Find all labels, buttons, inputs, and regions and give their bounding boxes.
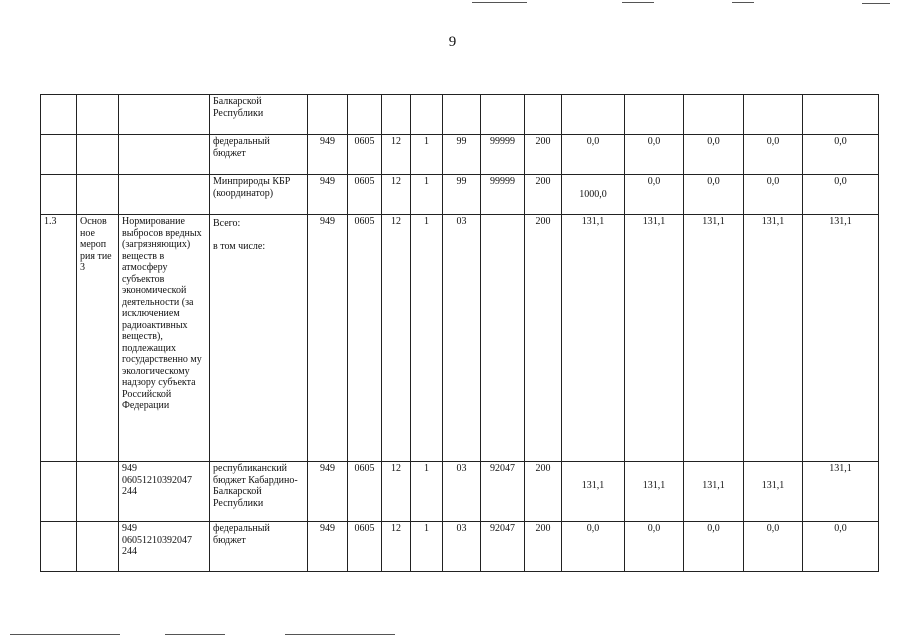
pgp-cell: 1	[411, 522, 443, 572]
event-name-cell: 949 06051210392047 244	[119, 462, 210, 522]
value-cell: 131,1	[803, 462, 879, 522]
expense-type-cell: 200	[525, 462, 562, 522]
scan-artifact-line	[285, 634, 395, 635]
om-cell: 99	[443, 175, 481, 215]
gp-cell: 12	[382, 175, 411, 215]
value-cell: 0,0	[744, 522, 803, 572]
grbs-cell: 949	[308, 522, 348, 572]
row-number-cell: 1.3	[41, 215, 77, 462]
gp-cell: 12	[382, 135, 411, 175]
including-label: в том числе:	[213, 240, 266, 252]
value-cell: 131,1	[684, 462, 744, 522]
rzpr-cell: 0605	[348, 135, 382, 175]
value-cell: 131,1	[684, 215, 744, 462]
pgp-cell: 1	[411, 135, 443, 175]
value-cell: 0,0	[684, 175, 744, 215]
expense-type-cell: 200	[525, 522, 562, 572]
grbs-cell: 949	[308, 215, 348, 462]
value-cell: 0,0	[625, 135, 684, 175]
funding-source-cell: Минприроды КБР (координатор)	[210, 175, 308, 215]
event-name-cell: 949 06051210392047 244	[119, 522, 210, 572]
table-row	[41, 135, 879, 175]
budget-table	[40, 94, 879, 572]
scan-artifact-line	[732, 2, 754, 3]
value-cell: 131,1	[562, 215, 625, 462]
scan-artifact-line	[10, 634, 120, 635]
total-label: Всего:	[213, 218, 241, 229]
om-cell	[443, 95, 481, 135]
pgp-cell: 1	[411, 462, 443, 522]
value-cell: 0,0	[744, 175, 803, 215]
expense-type-cell: 200	[525, 215, 562, 462]
value-cell: 0,0	[684, 522, 744, 572]
row-number-cell	[41, 522, 77, 572]
om-cell: 03	[443, 462, 481, 522]
table-row	[41, 175, 879, 215]
row-number-cell	[41, 135, 77, 175]
om-cell: 03	[443, 522, 481, 572]
value-cell	[625, 95, 684, 135]
event-type-cell	[77, 175, 119, 215]
value-cell: 0,0	[803, 522, 879, 572]
value-cell: 0,0	[562, 135, 625, 175]
scan-artifact-line	[165, 634, 225, 635]
value-cell	[562, 95, 625, 135]
event-name-cell	[119, 175, 210, 215]
row-number-cell	[41, 462, 77, 522]
event-name-cell	[119, 135, 210, 175]
value-cell: 0,0	[562, 522, 625, 572]
grbs-cell: 949	[308, 135, 348, 175]
table-row	[41, 215, 879, 462]
value-cell: 1000,0	[562, 175, 625, 215]
value-cell: 131,1	[562, 462, 625, 522]
event-type-cell	[77, 135, 119, 175]
event-type-cell: Основ ное мероп рия тие 3	[77, 215, 119, 462]
direction-cell: 92047	[481, 462, 525, 522]
value-cell: 0,0	[803, 135, 879, 175]
rzpr-cell	[348, 95, 382, 135]
scan-artifact-line	[622, 2, 654, 3]
expense-type-cell: 200	[525, 135, 562, 175]
grbs-cell	[308, 95, 348, 135]
value-cell: 131,1	[744, 462, 803, 522]
rzpr-cell: 0605	[348, 522, 382, 572]
value-cell: 0,0	[625, 175, 684, 215]
grbs-cell: 949	[308, 462, 348, 522]
pgp-cell	[411, 95, 443, 135]
rzpr-cell: 0605	[348, 462, 382, 522]
direction-cell: 99999	[481, 175, 525, 215]
funding-source-cell: республиканский бюджет Кабардино-Балкарской Республики	[210, 462, 308, 522]
gp-cell: 12	[382, 522, 411, 572]
funding-source-cell: федеральный бюджет	[210, 135, 308, 175]
direction-cell	[481, 215, 525, 462]
value-cell: 131,1	[625, 215, 684, 462]
pgp-cell: 1	[411, 215, 443, 462]
scan-artifact-line	[472, 2, 527, 3]
rzpr-cell: 0605	[348, 215, 382, 462]
event-name-cell: Нормирование выбросов вредных (загрязняющих) веществ в атмосферу субъектов экономической деятельности (за исключением радиоактивных веществ), подлежащих государственно му экологическому надзору субъекта Российской Федерации	[119, 215, 210, 462]
rzpr-cell: 0605	[348, 175, 382, 215]
funding-source-cell	[210, 215, 308, 462]
page-number: 9	[448, 34, 457, 50]
expense-type-cell: 200	[525, 175, 562, 215]
direction-cell: 92047	[481, 522, 525, 572]
gp-cell: 12	[382, 215, 411, 462]
row-number-cell	[41, 175, 77, 215]
table-row	[41, 462, 879, 522]
value-cell: 0,0	[625, 522, 684, 572]
direction-cell: 99999	[481, 135, 525, 175]
value-cell	[744, 95, 803, 135]
event-type-cell	[77, 522, 119, 572]
table-row	[41, 522, 879, 572]
table-row	[41, 95, 879, 135]
gp-cell: 12	[382, 462, 411, 522]
value-cell: 0,0	[684, 135, 744, 175]
om-cell: 03	[443, 215, 481, 462]
pgp-cell: 1	[411, 175, 443, 215]
grbs-cell: 949	[308, 175, 348, 215]
funding-source-cell: федеральный бюджет	[210, 522, 308, 572]
funding-source-cell: Балкарской Республики	[210, 95, 308, 135]
value-cell: 0,0	[744, 135, 803, 175]
om-cell: 99	[443, 135, 481, 175]
value-cell: 131,1	[625, 462, 684, 522]
value-cell: 131,1	[803, 215, 879, 462]
value-cell	[803, 95, 879, 135]
row-number-cell	[41, 95, 77, 135]
value-cell: 131,1	[744, 215, 803, 462]
direction-cell	[481, 95, 525, 135]
value-cell: 0,0	[803, 175, 879, 215]
event-type-cell	[77, 95, 119, 135]
scan-artifact-line	[862, 3, 890, 4]
event-name-cell	[119, 95, 210, 135]
event-type-cell	[77, 462, 119, 522]
value-cell	[684, 95, 744, 135]
expense-type-cell	[525, 95, 562, 135]
gp-cell	[382, 95, 411, 135]
